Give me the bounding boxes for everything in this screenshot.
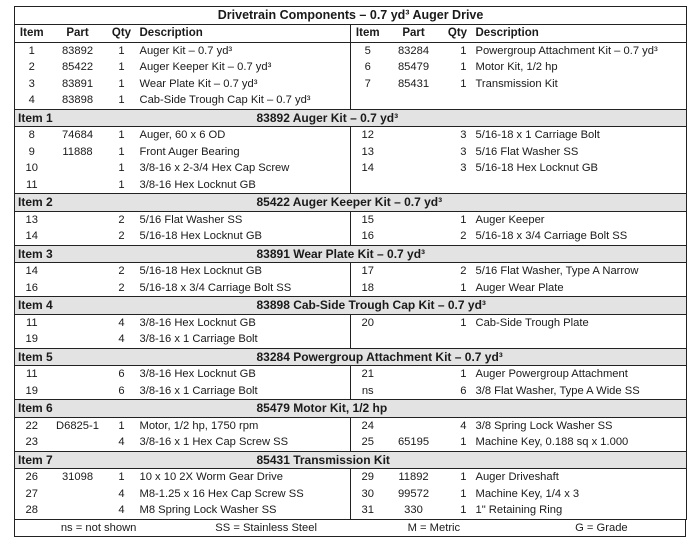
quantity-cell: 1 bbox=[118, 162, 125, 174]
description-cell: 3/8-16 Hex Locknut GB bbox=[139, 178, 256, 191]
table-row bbox=[15, 228, 687, 245]
quantity-cell: 6 bbox=[460, 384, 467, 397]
parts-table bbox=[14, 6, 687, 520]
quantity-cell: 1 bbox=[118, 178, 125, 191]
item-number-cell: 19 bbox=[25, 333, 38, 345]
item-number-cell: 29 bbox=[351, 469, 385, 486]
description-cell: 10 x 10 2X Worm Gear Drive bbox=[139, 471, 283, 483]
column-header-row bbox=[15, 25, 687, 43]
description-cell: Cab-Side Trough Plate bbox=[475, 316, 589, 329]
table-row bbox=[15, 469, 687, 486]
part-number-cell: 11888 bbox=[62, 145, 93, 158]
quantity-cell: 3 bbox=[460, 162, 467, 174]
table-title-row bbox=[15, 7, 687, 25]
part-number-cell bbox=[49, 486, 107, 503]
item-number-cell: 28 bbox=[25, 504, 38, 516]
part-number-cell bbox=[49, 331, 107, 348]
part-number-cell bbox=[385, 280, 443, 297]
part-number-cell bbox=[385, 127, 443, 144]
item-number-cell: 15 bbox=[351, 211, 385, 228]
section-header-row bbox=[15, 400, 687, 418]
item-number-cell: 18 bbox=[351, 280, 385, 297]
table-row bbox=[15, 280, 687, 297]
item-number-cell: 11 bbox=[25, 368, 38, 380]
item-number-cell: 24 bbox=[351, 417, 385, 434]
part-number-cell bbox=[49, 177, 107, 194]
part-number-cell: 83284 bbox=[397, 44, 430, 57]
part-number-cell: D6825-1 bbox=[56, 419, 99, 432]
quantity-cell: 4 bbox=[118, 504, 125, 516]
section-item-label: Item 3 bbox=[15, 245, 107, 263]
part-number-cell: 74684 bbox=[61, 129, 94, 141]
description-cell: Auger, 60 x 6 OD bbox=[139, 129, 226, 141]
quantity-cell: 4 bbox=[118, 316, 125, 329]
item-number-cell: 31 bbox=[351, 502, 385, 519]
quantity-cell: 6 bbox=[118, 384, 125, 397]
section-item-label: Item 1 bbox=[15, 109, 107, 127]
description-cell: M8 Spring Lock Washer SS bbox=[139, 504, 277, 516]
item-number-cell: 14 bbox=[25, 230, 38, 242]
item-number-cell: 9 bbox=[28, 145, 35, 158]
table-row bbox=[15, 76, 687, 93]
table-row bbox=[15, 486, 687, 503]
column-header-quantity: Qty bbox=[107, 25, 137, 43]
item-number-cell: 13 bbox=[25, 213, 38, 226]
part-number-cell bbox=[49, 434, 107, 451]
part-number-cell bbox=[385, 160, 443, 177]
quantity-cell: 1 bbox=[460, 471, 467, 483]
section-item-label: Item 4 bbox=[15, 297, 107, 315]
quantity-cell bbox=[443, 177, 473, 194]
item-number-cell: 6 bbox=[351, 59, 385, 76]
item-number-cell: 14 bbox=[351, 160, 385, 177]
item-number-cell: 21 bbox=[351, 366, 385, 383]
part-number-cell bbox=[49, 211, 107, 228]
quantity-cell: 4 bbox=[118, 487, 125, 500]
description-cell: M8-1.25 x 16 Hex Cap Screw SS bbox=[139, 487, 304, 500]
table-row bbox=[15, 383, 687, 400]
description-cell: Machine Key, 1/4 x 3 bbox=[475, 487, 580, 500]
part-number-cell bbox=[49, 383, 107, 400]
description-cell: 3/8-16 x 1 Hex Cap Screw SS bbox=[139, 436, 289, 448]
description-cell: 3/8-16 Hex Locknut GB bbox=[139, 368, 256, 380]
description-cell: Cab-Side Trough Cap Kit – 0.7 yd³ bbox=[139, 94, 311, 106]
table-row bbox=[15, 177, 687, 194]
table-row bbox=[15, 42, 687, 59]
description-cell: Motor Kit, 1/2 hp bbox=[475, 61, 558, 73]
part-number-cell bbox=[385, 417, 443, 434]
table-title: Drivetrain Components – 0.7 yd³ Auger Drive bbox=[15, 7, 687, 25]
section-header-row bbox=[15, 109, 687, 127]
quantity-cell: 1 bbox=[118, 94, 125, 106]
quantity-cell: 1 bbox=[460, 504, 467, 516]
quantity-cell: 1 bbox=[460, 436, 467, 448]
part-number-cell: 31098 bbox=[61, 471, 94, 483]
table-row bbox=[15, 144, 687, 161]
item-number-cell: 19 bbox=[25, 384, 38, 397]
section-kit-title: 83284 Powergroup Attachment Kit – 0.7 yd³ bbox=[107, 348, 687, 366]
item-number-cell bbox=[351, 92, 385, 109]
quantity-cell bbox=[443, 92, 473, 109]
description-cell: 3/8 Spring Lock Washer SS bbox=[475, 419, 613, 432]
quantity-cell: 1 bbox=[460, 213, 467, 226]
part-number-cell bbox=[385, 263, 443, 280]
item-number-cell: 27 bbox=[25, 487, 38, 500]
description-cell: Auger Kit – 0.7 yd³ bbox=[139, 44, 233, 57]
description-cell: Auger Powergroup Attachment bbox=[475, 368, 628, 380]
part-number-cell: 99572 bbox=[397, 487, 430, 500]
quantity-cell: 1 bbox=[460, 61, 467, 73]
description-cell: 5/16 Flat Washer SS bbox=[475, 145, 579, 158]
description-cell: 5/16-18 Hex Locknut GB bbox=[139, 230, 263, 242]
part-number-cell: 83891 bbox=[61, 77, 94, 90]
section-item-label: Item 2 bbox=[15, 194, 107, 212]
part-number-cell bbox=[385, 383, 443, 400]
table-row bbox=[15, 160, 687, 177]
part-number-cell: 85431 bbox=[397, 77, 430, 90]
description-cell: Wear Plate Kit – 0.7 yd³ bbox=[139, 77, 258, 90]
quantity-cell: 6 bbox=[118, 368, 125, 380]
section-item-label: Item 5 bbox=[15, 348, 107, 366]
table-row bbox=[15, 502, 687, 519]
item-number-cell bbox=[351, 331, 385, 348]
description-cell: 3/8-16 Hex Locknut GB bbox=[139, 316, 256, 329]
table-row bbox=[15, 331, 687, 348]
description-cell: Auger Keeper Kit – 0.7 yd³ bbox=[139, 61, 272, 73]
quantity-cell: 2 bbox=[118, 230, 125, 242]
item-number-cell: 4 bbox=[28, 94, 35, 106]
table-row bbox=[15, 314, 687, 331]
part-number-cell bbox=[49, 160, 107, 177]
quantity-cell: 1 bbox=[118, 44, 125, 57]
section-item-label: Item 6 bbox=[15, 400, 107, 418]
description-cell bbox=[473, 331, 687, 348]
part-number-cell bbox=[49, 314, 107, 331]
quantity-cell: 1 bbox=[460, 281, 467, 294]
quantity-cell: 2 bbox=[118, 281, 125, 294]
description-cell: 5/16 Flat Washer SS bbox=[139, 213, 243, 226]
part-number-cell: 11892 bbox=[398, 471, 429, 483]
part-number-cell: 83898 bbox=[61, 94, 94, 106]
item-number-cell: 13 bbox=[351, 144, 385, 161]
item-number-cell: 5 bbox=[351, 42, 385, 59]
part-number-cell bbox=[385, 366, 443, 383]
section-header-row bbox=[15, 297, 687, 315]
quantity-cell: 1 bbox=[460, 368, 467, 380]
quantity-cell: 3 bbox=[460, 129, 467, 141]
part-number-cell bbox=[385, 314, 443, 331]
description-cell: 3/8-16 x 2-3/4 Hex Cap Screw bbox=[139, 162, 290, 174]
description-cell: 3/8-16 x 1 Carriage Bolt bbox=[139, 384, 258, 397]
section-header-row bbox=[15, 348, 687, 366]
part-number-cell bbox=[49, 228, 107, 245]
description-cell: 5/16-18 x 3/4 Carriage Bolt SS bbox=[475, 230, 628, 242]
item-number-cell bbox=[351, 177, 385, 194]
quantity-cell: 4 bbox=[460, 419, 467, 432]
item-number-cell: 3 bbox=[28, 77, 35, 90]
item-number-cell: 17 bbox=[351, 263, 385, 280]
section-kit-title: 83898 Cab-Side Trough Cap Kit – 0.7 yd³ bbox=[107, 297, 687, 315]
section-kit-title: 83891 Wear Plate Kit – 0.7 yd³ bbox=[107, 245, 687, 263]
description-cell: Motor, 1/2 hp, 1750 rpm bbox=[139, 419, 259, 432]
part-number-cell: 330 bbox=[404, 504, 423, 516]
quantity-cell: 2 bbox=[118, 265, 125, 277]
section-kit-title: 85479 Motor Kit, 1/2 hp bbox=[107, 400, 687, 418]
description-cell: Transmission Kit bbox=[475, 77, 558, 90]
description-cell: 1" Retaining Ring bbox=[475, 504, 563, 516]
item-number-cell: 16 bbox=[25, 281, 38, 294]
table-row bbox=[15, 417, 687, 434]
table-row bbox=[15, 127, 687, 144]
item-number-cell: 30 bbox=[351, 486, 385, 503]
part-number-cell bbox=[385, 144, 443, 161]
quantity-cell: 1 bbox=[118, 77, 125, 90]
quantity-cell: 1 bbox=[118, 145, 125, 158]
description-cell: 5/16-18 Hex Locknut GB bbox=[139, 265, 263, 277]
legend-metric: M = Metric bbox=[407, 521, 461, 534]
description-cell: Auger Driveshaft bbox=[475, 471, 559, 483]
part-number-cell: 85479 bbox=[397, 61, 430, 73]
item-number-cell: 20 bbox=[351, 314, 385, 331]
description-cell: Powergroup Attachment Kit – 0.7 yd³ bbox=[475, 44, 658, 57]
description-cell: 3/8 Flat Washer, Type A Wide SS bbox=[475, 384, 640, 397]
item-number-cell: 11 bbox=[25, 178, 38, 191]
section-kit-title: 85431 Transmission Kit bbox=[107, 451, 687, 469]
description-cell: 5/16-18 Hex Locknut GB bbox=[475, 162, 599, 174]
item-number-cell: ns bbox=[351, 383, 385, 400]
column-header-item-number: Item bbox=[351, 25, 385, 43]
quantity-cell: 1 bbox=[460, 44, 467, 57]
section-kit-title: 83892 Auger Kit – 0.7 yd³ bbox=[107, 109, 687, 127]
legend-not-shown: ns = not shown bbox=[60, 521, 137, 534]
table-row bbox=[15, 59, 687, 76]
quantity-cell: 4 bbox=[118, 436, 125, 448]
quantity-cell: 2 bbox=[460, 265, 467, 277]
parts-list-sheet bbox=[14, 6, 686, 537]
part-number-cell bbox=[385, 228, 443, 245]
description-cell bbox=[473, 92, 687, 109]
column-header-description: Description bbox=[137, 25, 351, 43]
section-header-row bbox=[15, 194, 687, 212]
section-item-label: Item 7 bbox=[15, 451, 107, 469]
item-number-cell: 25 bbox=[351, 434, 385, 451]
column-header-item-number: Item bbox=[15, 25, 49, 43]
section-header-row bbox=[15, 245, 687, 263]
description-cell: 5/16-18 x 1 Carriage Bolt bbox=[475, 129, 600, 141]
quantity-cell: 1 bbox=[460, 77, 467, 90]
item-number-cell: 12 bbox=[351, 127, 385, 144]
description-cell: Auger Keeper bbox=[475, 213, 545, 226]
quantity-cell: 1 bbox=[460, 316, 467, 329]
description-cell: Front Auger Bearing bbox=[139, 145, 240, 158]
quantity-cell: 2 bbox=[118, 213, 125, 226]
legend-stainless-steel: SS = Stainless Steel bbox=[215, 521, 317, 534]
column-header-quantity: Qty bbox=[443, 25, 473, 43]
table-row bbox=[15, 211, 687, 228]
quantity-cell: 4 bbox=[118, 333, 125, 345]
item-number-cell: 1 bbox=[28, 44, 35, 57]
part-number-cell bbox=[385, 211, 443, 228]
part-number-cell bbox=[385, 331, 443, 348]
column-header-part-number: Part bbox=[49, 25, 107, 43]
description-cell: 5/16 Flat Washer, Type A Narrow bbox=[475, 265, 639, 277]
item-number-cell: 10 bbox=[25, 162, 38, 174]
part-number-cell: 85422 bbox=[61, 61, 94, 73]
item-number-cell: 7 bbox=[351, 76, 385, 93]
column-header-part-number: Part bbox=[385, 25, 443, 43]
part-number-cell: 65195 bbox=[397, 436, 430, 448]
item-number-cell: 23 bbox=[25, 436, 38, 448]
part-number-cell bbox=[385, 92, 443, 109]
item-number-cell: 11 bbox=[25, 316, 38, 329]
quantity-cell: 1 bbox=[118, 129, 125, 141]
quantity-cell: 2 bbox=[460, 230, 467, 242]
item-number-cell: 2 bbox=[28, 61, 35, 73]
legend-grade: G = Grade bbox=[575, 521, 628, 534]
part-number-cell bbox=[49, 502, 107, 519]
item-number-cell: 8 bbox=[28, 129, 35, 141]
quantity-cell: 1 bbox=[460, 487, 467, 500]
description-cell: 3/8-16 x 1 Carriage Bolt bbox=[139, 333, 258, 345]
part-number-cell bbox=[49, 263, 107, 280]
quantity-cell bbox=[443, 331, 473, 348]
description-cell bbox=[473, 177, 687, 194]
column-header-description: Description bbox=[473, 25, 687, 43]
description-cell: Auger Wear Plate bbox=[475, 281, 564, 294]
item-number-cell: 22 bbox=[25, 419, 38, 432]
legend bbox=[14, 520, 686, 537]
description-cell: Machine Key, 0.188 sq x 1.000 bbox=[475, 436, 629, 448]
table-row bbox=[15, 263, 687, 280]
quantity-cell: 1 bbox=[118, 61, 125, 73]
quantity-cell: 3 bbox=[460, 145, 467, 158]
part-number-cell bbox=[385, 177, 443, 194]
item-number-cell: 14 bbox=[25, 265, 38, 277]
table-row bbox=[15, 434, 687, 451]
table-row bbox=[15, 366, 687, 383]
part-number-cell: 83892 bbox=[61, 44, 94, 57]
quantity-cell: 1 bbox=[118, 471, 125, 483]
description-cell: 5/16-18 x 3/4 Carriage Bolt SS bbox=[139, 281, 292, 294]
table-row bbox=[15, 92, 687, 109]
quantity-cell: 1 bbox=[118, 419, 125, 432]
section-header-row bbox=[15, 451, 687, 469]
item-number-cell: 16 bbox=[351, 228, 385, 245]
section-kit-title: 85422 Auger Keeper Kit – 0.7 yd³ bbox=[107, 194, 687, 212]
part-number-cell bbox=[49, 366, 107, 383]
item-number-cell: 26 bbox=[25, 471, 38, 483]
part-number-cell bbox=[49, 280, 107, 297]
